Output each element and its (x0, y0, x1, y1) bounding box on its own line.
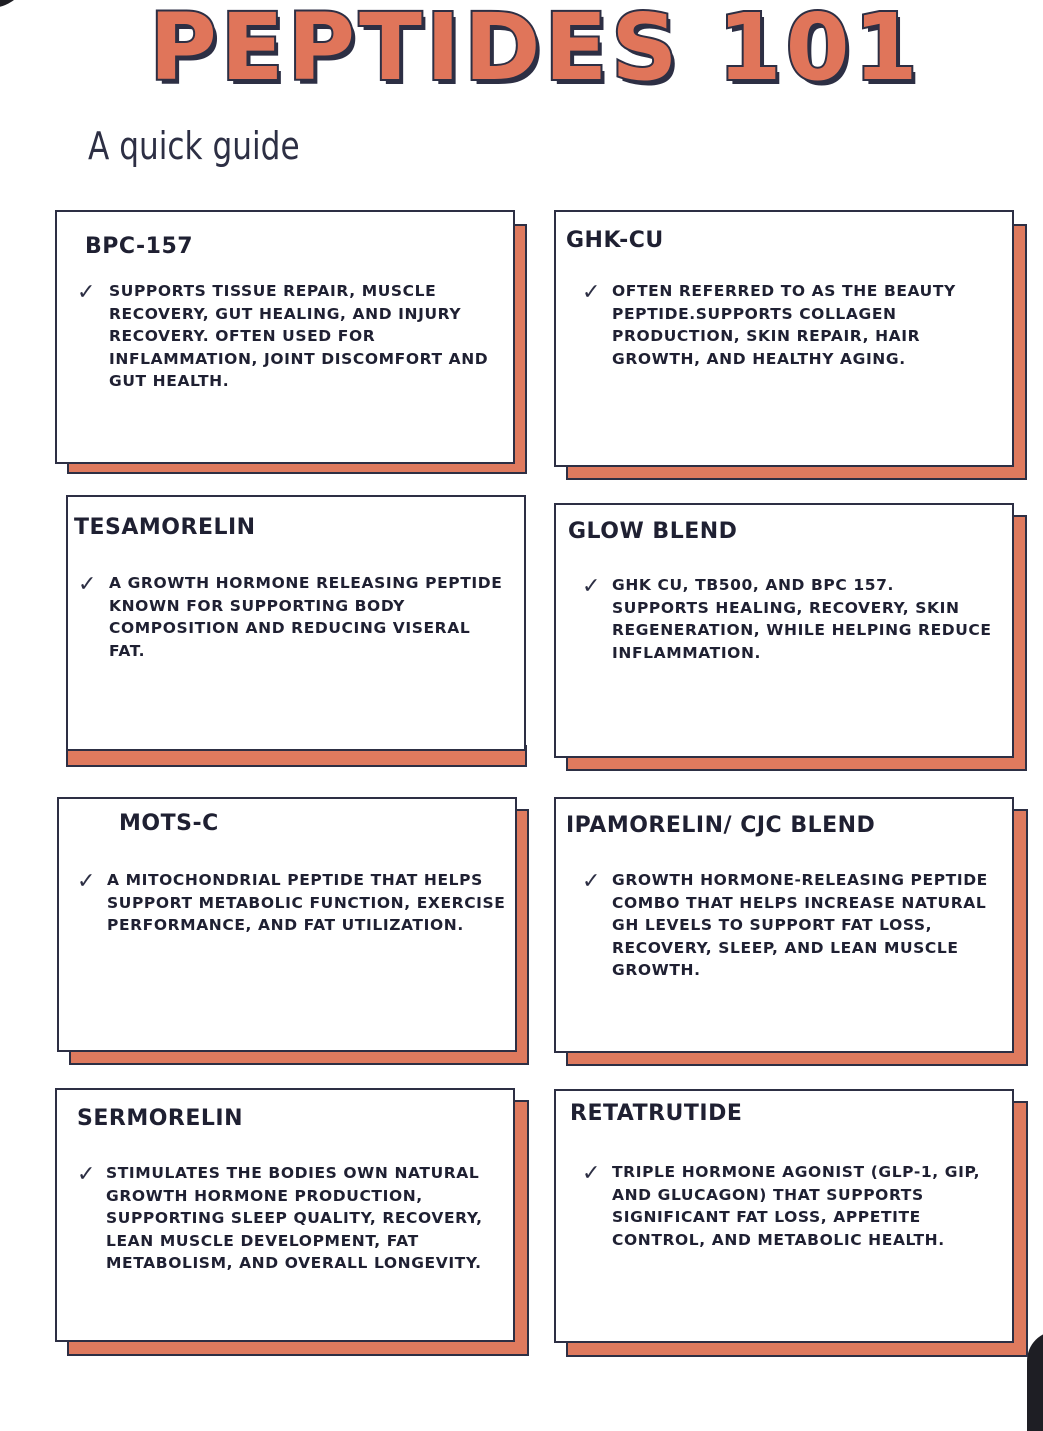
checkmark-icon: ✓ (77, 869, 96, 894)
checkmark-icon: ✓ (78, 572, 97, 597)
card-description: GHK CU, TB500, AND BPC 157. SUPPORTS HEALING, RECOVERY, SKIN REGENERATION, WHILE HELPING REDUCE INFLAMMATION. (612, 576, 992, 662)
peptide-card (55, 210, 527, 474)
checkmark-icon: ✓ (582, 280, 601, 305)
card-title: GLOW BLEND (568, 519, 738, 544)
peptide-card (554, 797, 1028, 1067)
corner-decoration (1027, 1331, 1043, 1431)
card-title: IPAMORELIN/ CJC BLEND (566, 813, 876, 838)
peptide-card (554, 503, 1027, 771)
card-description: TRIPLE HORMONE AGONIST (GLP-1, GIP, AND GLUCAGON) THAT SUPPORTS SIGNIFICANT FAT LOSS, APPETITE CONTROL, AND METABOLIC HEALTH. (612, 1163, 981, 1249)
checkmark-icon: ✓ (77, 1162, 96, 1187)
peptide-card (55, 1088, 529, 1356)
page-subtitle: A quick guide (88, 124, 300, 168)
checkmark-icon: ✓ (582, 574, 601, 599)
peptide-card (554, 210, 1027, 480)
card-title: MOTS-C (119, 811, 219, 836)
peptide-card (66, 495, 528, 769)
card-description: A GROWTH HORMONE RELEASING PEPTIDE KNOWN FOR SUPPORTING BODY COMPOSITION AND REDUCING VISERAL FAT. (109, 574, 503, 660)
card-description: GROWTH HORMONE-RELEASING PEPTIDE COMBO THAT HELPS INCREASE NATURAL GH LEVELS TO SUPPORT FAT LOSS, RECOVERY, SLEEP, AND LEAN MUSCLE GROWTH. (612, 871, 988, 980)
card-title: BPC-157 (85, 234, 194, 259)
peptide-card (57, 797, 529, 1067)
card-description: STIMULATES THE BODIES OWN NATURAL GROWTH HORMONE PRODUCTION, SUPPORTING SLEEP QUALITY, RECOVERY, LEAN MUSCLE DEVELOPMENT, FAT METABOLISM, AND OVERALL LONGEVITY. (106, 1164, 483, 1273)
card-title: GHK-CU (566, 228, 664, 253)
card-title: RETATRUTIDE (570, 1101, 743, 1126)
card-description: A MITOCHONDRIAL PEPTIDE THAT HELPS SUPPORT METABOLIC FUNCTION, EXERCISE PERFORMANCE, AND FAT UTILIZATION. (107, 871, 506, 935)
card-description: OFTEN REFERRED TO AS THE BEAUTY PEPTIDE.SUPPORTS COLLAGEN PRODUCTION, SKIN REPAIR, HAIR GROWTH, AND HEALTHY AGING. (612, 282, 956, 368)
card-title: TESAMORELIN (74, 515, 256, 540)
checkmark-icon: ✓ (582, 1161, 601, 1186)
page-title: PEPTIDES 101 (149, 0, 922, 101)
checkmark-icon: ✓ (77, 280, 96, 305)
checkmark-icon: ✓ (582, 869, 601, 894)
card-title: SERMORELIN (77, 1106, 243, 1131)
card-description: SUPPORTS TISSUE REPAIR, MUSCLE RECOVERY, GUT HEALING, AND INJURY RECOVERY. OFTEN USED FOR INFLAMMATION, JOINT DISCOMFORT AND GUT HEALTH. (109, 282, 489, 391)
peptide-card (554, 1089, 1028, 1357)
